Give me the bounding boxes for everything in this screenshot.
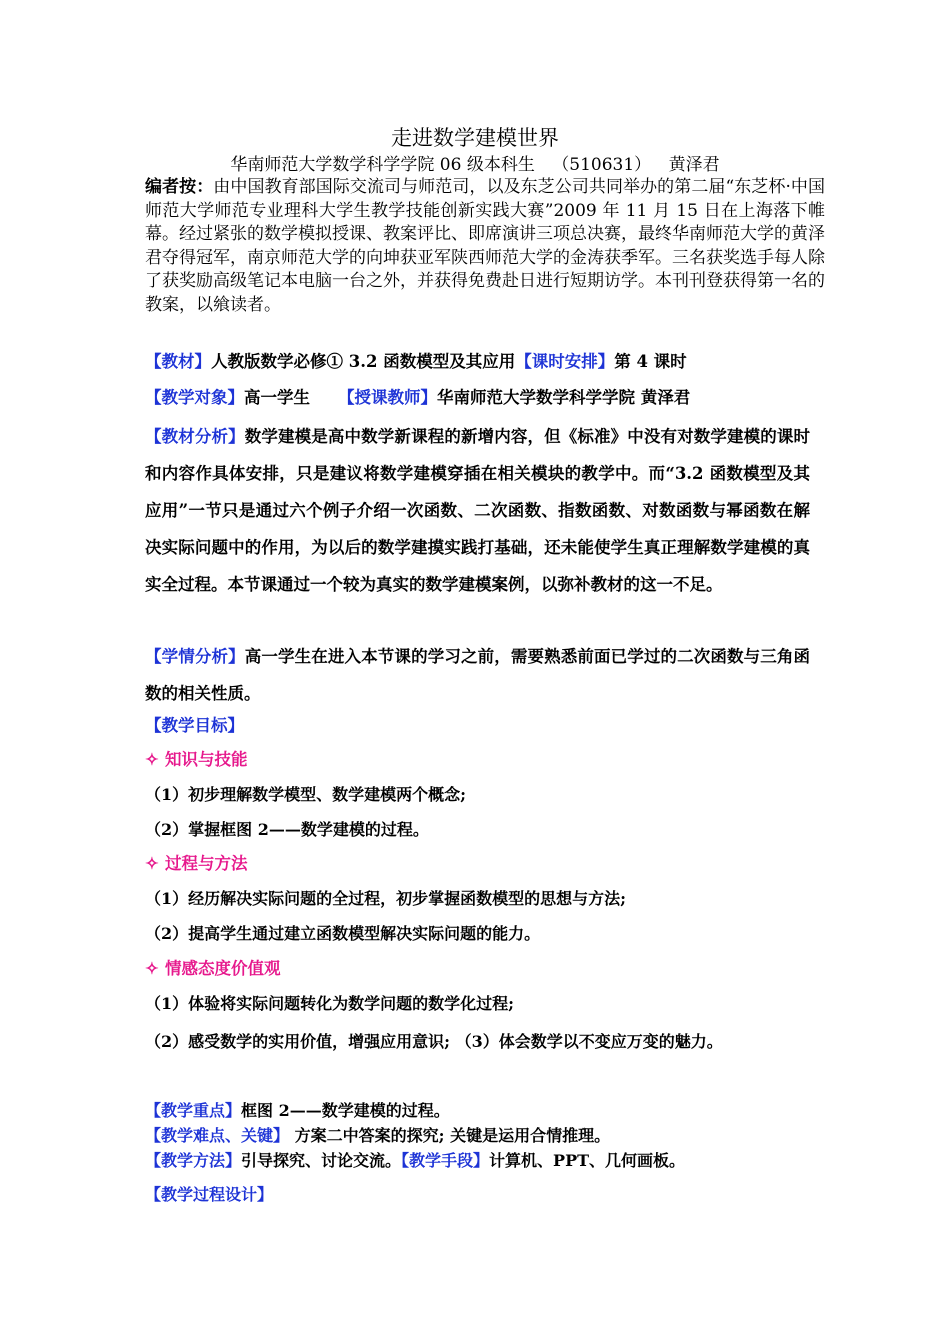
- process-tag: 【教学过程设计】: [145, 1185, 274, 1204]
- diamond-star-icon: ✧: [145, 959, 159, 978]
- object-value: 高一学生: [244, 388, 310, 407]
- goal1-item-2: （2）掌握框图 2——数学建模的过程。: [145, 820, 429, 839]
- goal2-item-1: （1）经历解决实际问题的全过程，初步掌握函数模型的思想与方法;: [145, 889, 627, 908]
- goal2-title: 过程与方法: [165, 854, 248, 873]
- method-line: [145, 1148, 825, 1171]
- analysis-text: 数学建模是高中数学新课程的新增内容，但《标准》中没有对数学建模的课时和内容作具体安排，只是建议将数学建模穿插在相关模块的教学中。而“3.2 函数模型及其应用”一节只是通过六个例子介绍一次函数、二次函数、指数函数、对数函数与幂函数在解决实际问题中的作用，为以后的数学建摸实践打基础，还未能使学生真正理解数学建模的真实全过程。本节课通过一个较为真实的数学建模案例，以弥补教材的这一不足。: [145, 427, 811, 594]
- difficulty-line: [145, 1123, 825, 1146]
- goal2-heading: [145, 850, 248, 874]
- author-id: （510631）: [552, 155, 652, 175]
- goal3-title: 情感态度价值观: [165, 959, 281, 978]
- textbook-line: [145, 348, 825, 372]
- difficulty-value: 方案二中答案的探究; 关键是运用合情推理。: [289, 1126, 611, 1145]
- difficulty-tag: 【教学难点、关键】: [145, 1126, 290, 1145]
- textbook-tag: 【教材】: [145, 352, 211, 371]
- object-tag: 【教学对象】: [145, 388, 244, 407]
- goal3-item-1: （1）体验将实际问题转化为数学问题的数学化过程;: [145, 994, 515, 1013]
- page-title: 走进数学建模世界: [391, 126, 559, 150]
- analysis-paragraph: [145, 418, 810, 603]
- student-text: 高一学生在进入本节课的学习之前，需要熟悉前面已学过的二次函数与三角函数的相关性质。: [145, 647, 811, 703]
- student-tag: 【学情分析】: [145, 647, 245, 666]
- method-tag: 【教学方法】: [145, 1151, 242, 1170]
- process-heading: [145, 1182, 825, 1205]
- means-tag: 【教学手段】: [401, 1151, 490, 1170]
- focus-value: 框图 2——数学建模的过程。: [241, 1101, 450, 1120]
- focus-tag: 【教学重点】: [145, 1101, 242, 1120]
- goal1-item-1: （1）初步理解数学模型、数学建模两个概念;: [145, 785, 467, 804]
- method-value: 引导探究、讨论交流。: [241, 1151, 402, 1170]
- author-unit: 华南师范大学数学科学学院 06 级本科生: [230, 155, 535, 175]
- goal3-item-2: （2）感受数学的实用价值，增强应用意识; （3）体会数学以不变应万变的魅力。: [145, 1032, 723, 1051]
- schedule-tag: 【课时安排】: [515, 352, 615, 371]
- focus-line: [145, 1098, 825, 1121]
- editor-note-label: 编者按：: [145, 177, 214, 197]
- student-paragraph: [145, 638, 810, 712]
- goals-heading: [145, 712, 825, 736]
- diamond-star-icon: ✧: [145, 750, 159, 769]
- means-value: 计算机、PPT、几何画板。: [489, 1151, 686, 1170]
- goals-tag: 【教学目标】: [145, 716, 244, 735]
- editor-note-text: 由中国教育部国际交流司与师范司，以及东芝公司共同举办的第二届“东芝杯·中国师范大学师范专业理科大学生教学技能创新实践大赛”2009 年 11 月 15 日在上海落下帷幕。经过紧张的数学模拟授课、教案评比、即席演讲三项总决赛，最终华南师范大学的黄泽君夺得冠军，南京师范大学的向坤获亚军陕西师范大学的金涛获季军。三名获奖选手每人除了获奖励高级笔记本电脑一台之外，并获得免费赴日进行短期访学。本刊刊登获得第一名的教案，以飨读者。: [145, 177, 826, 315]
- analysis-tag: 【教材分析】: [145, 427, 245, 446]
- goal1-title: 知识与技能: [165, 750, 248, 769]
- teacher-value: 华南师范大学数学科学学院 黄泽君: [437, 388, 691, 407]
- schedule-value: 第 4 课时: [614, 352, 687, 371]
- editor-note: [145, 176, 825, 317]
- author-name: 黄泽君: [668, 155, 720, 175]
- textbook-value: 人教版数学必修① 3.2 函数模型及其应用: [211, 352, 516, 371]
- goal2-item-2: （2）提高学生通过建立函数模型解决实际问题的能力。: [145, 924, 541, 943]
- diamond-star-icon: ✧: [145, 854, 159, 873]
- object-line: [145, 384, 825, 408]
- teacher-tag: 【授课教师】: [338, 388, 437, 407]
- author-line: [0, 150, 950, 175]
- goal3-heading: [145, 955, 281, 979]
- goal1-heading: [145, 746, 248, 770]
